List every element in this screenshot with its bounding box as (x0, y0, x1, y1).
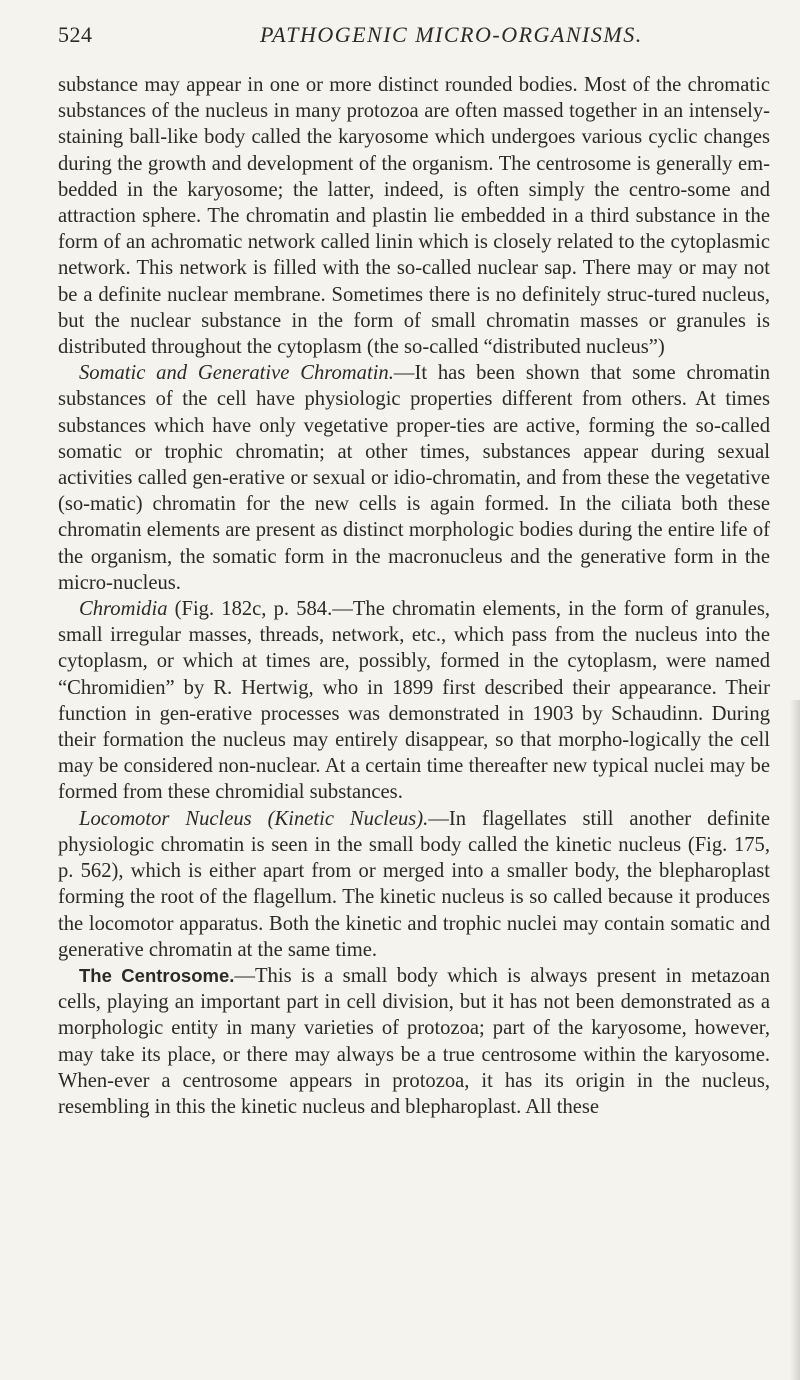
section-heading: Locomotor Nucleus (Kinetic Nucleus). (79, 807, 429, 830)
section-heading: Somatic and Generative Chromatin. (79, 362, 394, 385)
body-text (58, 72, 770, 1120)
paragraph-text: —It has been shown that some chromatin substances of the cell have physiologic properties different from others. At times substances which have only vegetative proper-ties are active, forming the so-called somatic or trophic chromatin; at other times, substances appear during sexual activities called gen-erative or sexual or idio-chromatin, and from these the vegetative (so-matic) chromatin for the new cells is again formed. In the ciliata both these chromatin elements are present as distinct morphologic bodies during the entire life of the organism, the somatic form in the macronucleus and the generative form in the micro-nucleus. (58, 362, 770, 594)
section-heading: The Centrosome. (79, 964, 235, 986)
paragraph-centrosome (58, 963, 770, 1120)
book-page (58, 22, 770, 1120)
page-edge-shadow (790, 700, 800, 1380)
running-title: PATHOGENIC MICRO-ORGANISMS. (260, 22, 643, 47)
paragraph-locomotor-nucleus (58, 806, 770, 963)
paragraph-text: substance may appear in one or more distinct rounded bodies. Most of the chromatic substances of the nucleus in many protozoa are often massed together in an intensely-staining ball-like body called the karyosome which undergoes various cyclic changes during the growth and development of the organism. The centrosome is generally em-bedded in the karyosome; the latter, indeed, is often simply the centro-some and attraction sphere. The chromatin and plastin lie embedded in a third substance in the form of an achromatic network called linin which is closely related to the cytoplasmic network. This network is filled with the so-called nuclear sap. There may or may not be a definite nuclear membrane. Sometimes there is no definitely struc-tured nucleus, but the nuclear substance in the form of small chromatin masses or granules is distributed throughout the cytoplasm (the so-called “distributed nucleus”) (58, 74, 770, 359)
paragraph-somatic-generative (58, 360, 770, 596)
running-head (58, 22, 770, 56)
page-number: 524 (58, 22, 93, 47)
paragraph-chromidia (58, 596, 770, 806)
paragraph-text: (Fig. 182c, p. 584.—The chromatin elements, in the form of granules, small irregular masses, threads, network, etc., which pass from the nucleus into the cytoplasm, or which at times are, possibly, formed in the cytoplasm, were named “Chromidien” by R. Hertwig, who in 1899 first described their appearance. Their function in gen-erative processes was demonstrated in 1903 by Schaudinn. During their formation the nucleus may entirely disappear, so that morpho-logically the cell may be considered non-nuclear. At a certain time thereafter new typical nuclei may be formed from these chromidial substances. (58, 598, 770, 804)
section-heading: Chromidia (79, 598, 168, 621)
paragraph-nucleus-structure (58, 72, 770, 360)
paragraph-text: —This is a small body which is always present in metazoan cells, playing an important part in cell division, but it has not been demonstrated as a morphologic entity in many varieties of protozoa; part of the karyosome, however, may take its place, or there may always be a true centrosome within the karyosome. When-ever a centrosome appears in protozoa, it has its origin in the nucleus, resembling in this the kinetic nucleus and blepharoplast. All these (58, 964, 770, 1118)
paragraph-text: —In flagellates still another definite physiologic chromatin is seen in the small body called the kinetic nucleus (Fig. 175, p. 562), which is either apart from or merged into a smaller body, the blepharoplast forming the root of the flagellum. The kinetic nucleus is so called because it produces the locomotor apparatus. Both the kinetic and trophic nuclei may contain somatic and generative chromatin at the same time. (58, 807, 770, 961)
